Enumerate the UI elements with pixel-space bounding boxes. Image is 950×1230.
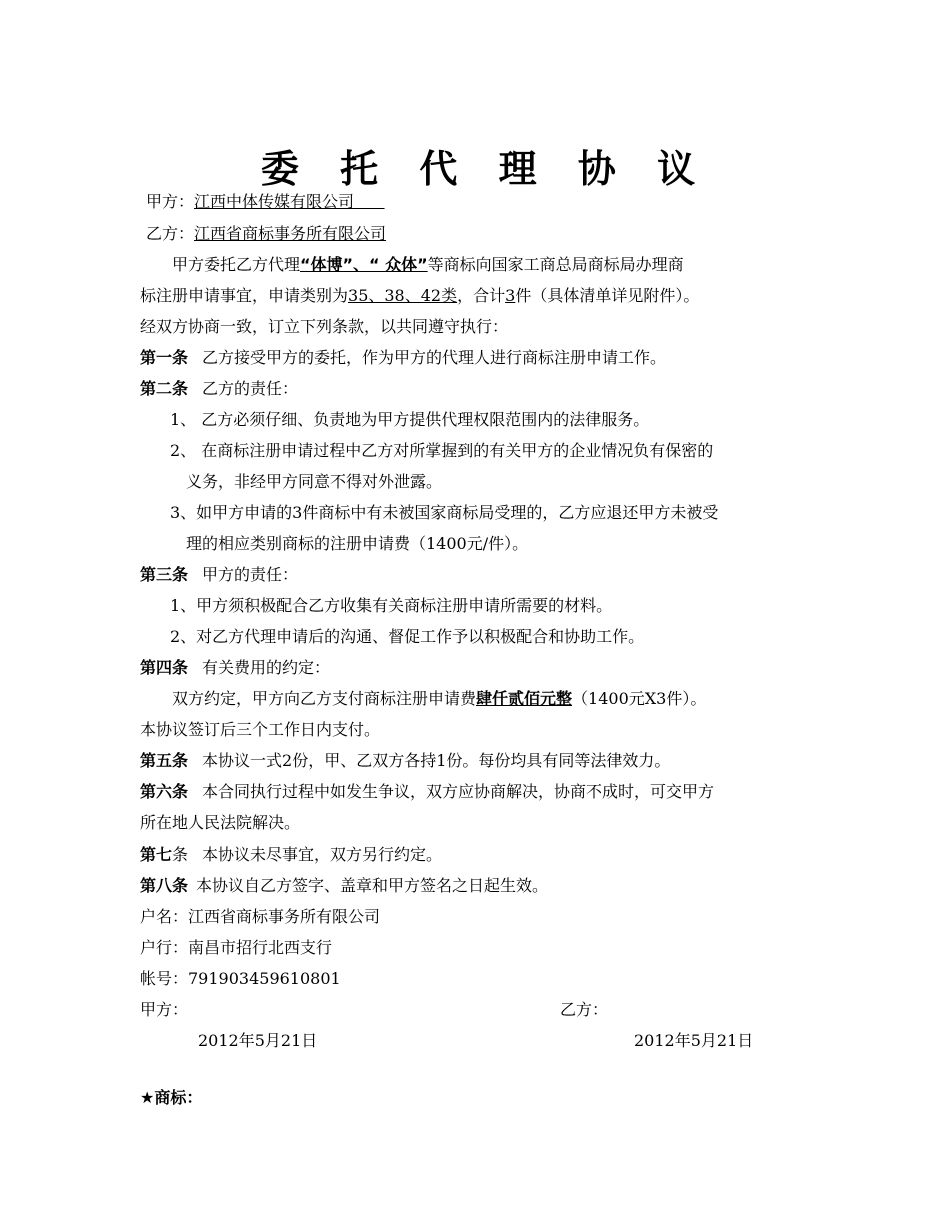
trademark-heading: ★商标： [140, 1088, 203, 1107]
article-2-item-3-cont: 理的相应类别商标的注册申请费（1400元/件）。 [186, 534, 529, 553]
bank-name: 户行：南昌市招行北西支行 [140, 938, 333, 957]
article-5: 第五条 本协议一式2份，甲、乙双方各持1份。每份均具有同等法律效力。 [140, 751, 671, 770]
intro-line-1: 甲方委托乙方代理“体博”、“ 众体”等商标向国家工商总局商标局办理商 [172, 255, 684, 274]
party-a-line: 甲方：江西中体传媒有限公司 [146, 192, 355, 211]
article-4-fee: 双方约定，甲方向乙方支付商标注册申请费肆仟贰佰元整（1400元X3件）。 [172, 689, 707, 708]
article-3-item-2: 2、对乙方代理申请后的沟通、督促工作予以积极配合和协助工作。 [170, 627, 645, 646]
article-2-item-2-cont: 义务，非经甲方同意不得对外泄露。 [186, 472, 443, 491]
article-2-item-2: 2、 在商标注册申请过程中乙方对所掌握到的有关甲方的企业情况负有保密的 [170, 441, 714, 460]
account-name: 户名：江西省商标事务所有限公司 [140, 907, 381, 926]
article-7: 第七条 本协议未尽事宜，双方另行约定。 [140, 845, 443, 864]
signature-party-b: 乙方： [560, 1000, 609, 1019]
document-title: 委 托 代 理 协 议 [260, 147, 710, 191]
article-6: 第六条 本合同执行过程中如发生争议，双方应协商解决，协商不成时，可交甲方 [140, 782, 715, 801]
trademark-count: 3 [505, 286, 516, 305]
article-3: 第三条 甲方的责任： [140, 565, 299, 584]
article-6-cont: 所在地人民法院解决。 [140, 813, 301, 832]
article-8: 第八条 本协议自乙方签字、盖章和甲方签名之日起生效。 [140, 876, 549, 895]
signature-party-a: 甲方： [140, 1000, 189, 1019]
party-b-line: 乙方：江西省商标事务所有限公司 [146, 224, 387, 243]
article-4-payment: 本协议签订后三个工作日内支付。 [140, 720, 381, 739]
fee-amount: 肆仟贰佰元整 [476, 689, 573, 708]
article-2-item-1: 1、 乙方必须仔细、负责地为甲方提供代理权限范围内的法律服务。 [170, 410, 650, 429]
account-number: 帐号：791903459610801 [140, 969, 341, 988]
article-3-item-1: 1、甲方须积极配合乙方收集有关商标注册申请所需要的材料。 [170, 596, 613, 615]
party-b-name: 江西省商标事务所有限公司 [194, 224, 387, 243]
article-4: 第四条 有关费用的约定： [140, 658, 331, 677]
article-1: 第一条 乙方接受甲方的委托，作为甲方的代理人进行商标注册申请工作。 [140, 348, 667, 367]
trademark-classes: 35、38、42类 [348, 286, 458, 305]
date-party-a: 2012年5月21日 [198, 1031, 318, 1050]
intro-line-2: 标注册申请事宜，申请类别为35、38、42类，合计3件（具体清单详见附件）。 [140, 286, 700, 305]
party-a-name: 江西中体传媒有限公司 [194, 192, 355, 211]
article-2-item-3: 3、如甲方申请的3件商标中有未被国家商标局受理的，乙方应退还甲方未被受 [170, 503, 719, 522]
intro-line-3: 经双方协商一致，订立下列条款，以共同遵守执行： [140, 317, 509, 336]
article-2: 第二条 乙方的责任： [140, 379, 299, 398]
date-party-b: 2012年5月21日 [634, 1031, 754, 1050]
trademark-names: “体博”、“ 众体” [300, 255, 428, 274]
